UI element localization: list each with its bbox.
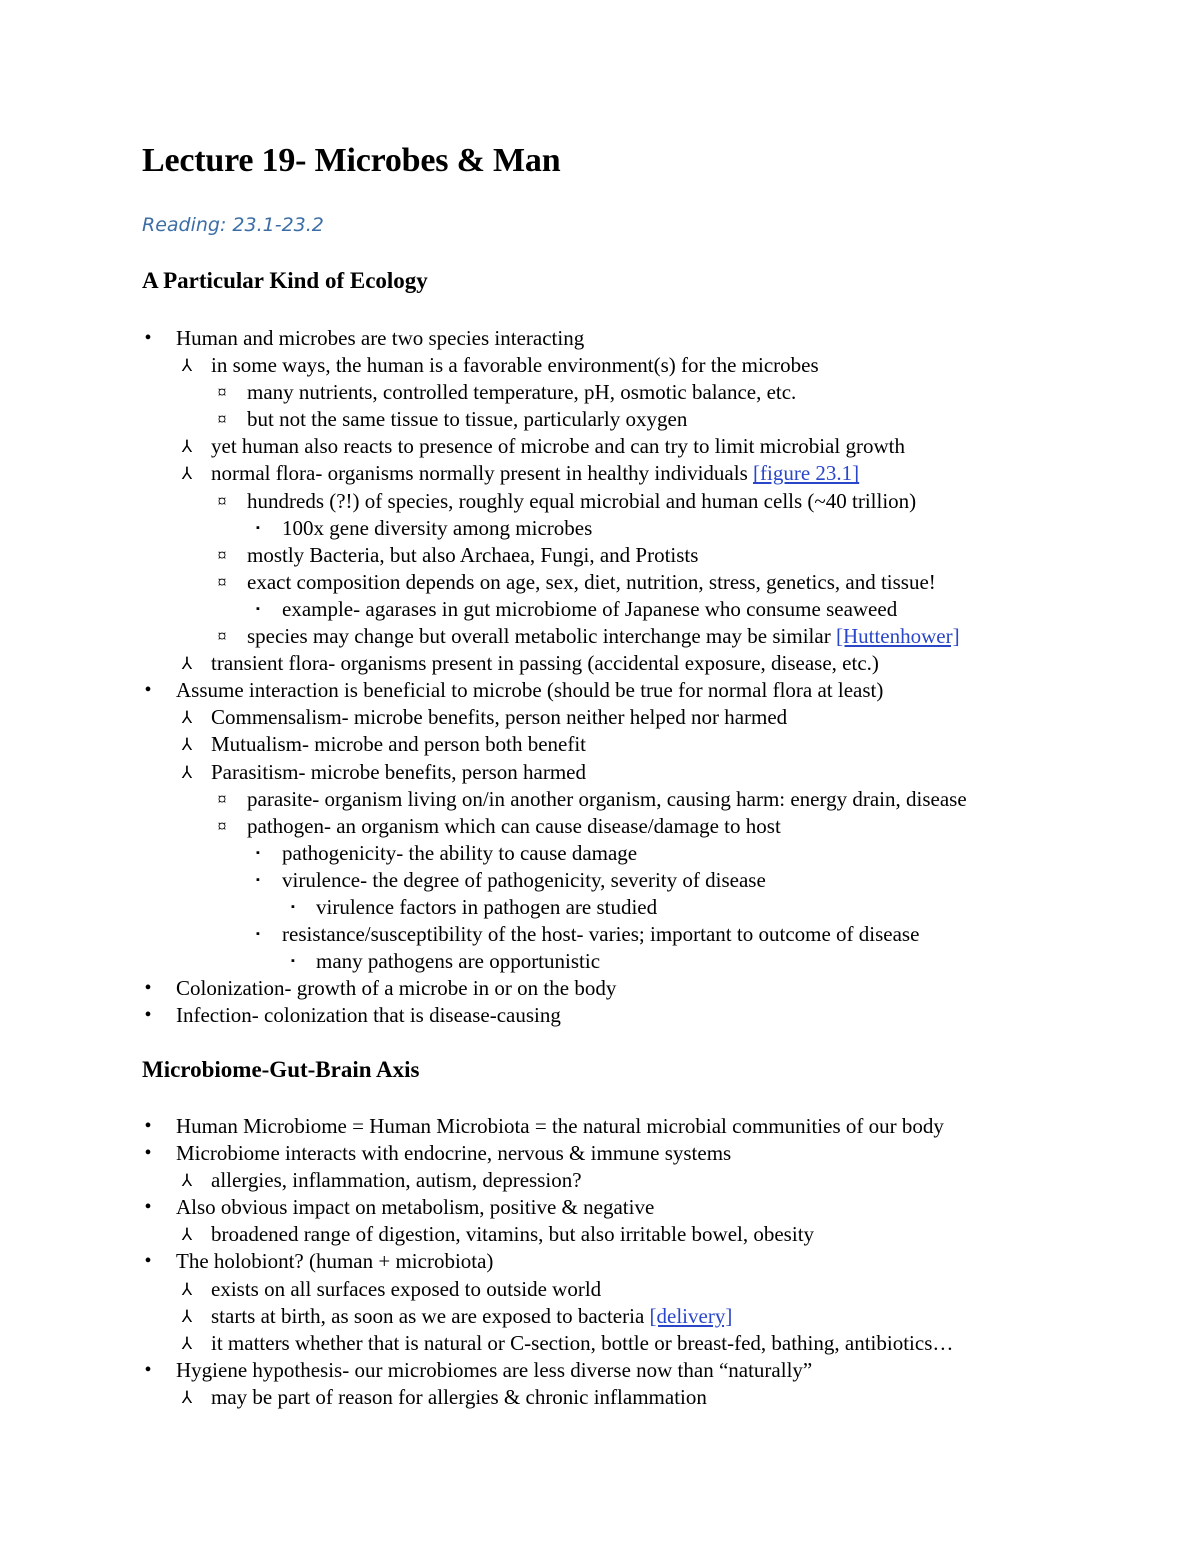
list-item (0, 1357, 1200, 1384)
list-item-label: exact composition depends on age, sex, diet, nutrition, stress, genetics, and tissue! (247, 569, 936, 594)
list-item-label: transient flora- organisms present in passing (accidental exposure, disease, etc.) (211, 651, 879, 676)
list-item-text (176, 975, 616, 1002)
list-item-label: starts at birth, as soon as we are exposed to bacteria (211, 1303, 650, 1328)
list-item (0, 1194, 1200, 1221)
section-heading-gut-brain-axis: Microbiome-Gut-Brain Axis (142, 1057, 420, 1082)
list-item (0, 433, 1200, 460)
list-marker-arrow: ⅄ (181, 654, 193, 674)
list-item-text (211, 1221, 814, 1248)
list-item-text (211, 1276, 601, 1303)
list-item (0, 948, 1200, 975)
list-item-label: Commensalism- microbe benefits, person neither helped nor harmed (211, 705, 788, 730)
list-item-text (282, 867, 766, 894)
list-item (0, 569, 1200, 596)
list-item-label: Human Microbiome = Human Microbiota = the natural microbial communities of our body (176, 1114, 944, 1138)
list-item-label: pathogen- an organism which can cause disease/damage to host (247, 813, 781, 838)
list-item-text (176, 1140, 731, 1167)
list-item (0, 1002, 1200, 1029)
list-item (0, 1384, 1200, 1411)
list-item-text (247, 488, 916, 515)
list-item-label: 100x gene diversity among microbes (282, 515, 593, 540)
list-item-label: The holobiont? (human + microbiota) (176, 1249, 494, 1274)
list-marker-currency: ¤ (217, 490, 227, 511)
list-marker-square: ▪ (291, 955, 295, 968)
list-item-label: Colonization- growth of a microbe in or on the body (176, 976, 617, 1001)
page-title: Lecture 19- Microbes & Man (142, 142, 561, 179)
list-item-label: Human and microbes are two species interacting (176, 326, 585, 350)
list-item-label: Parasitism- microbe benefits, person harmed (211, 759, 586, 784)
list-item (0, 731, 1200, 758)
list-item (0, 1167, 1200, 1194)
list-item (0, 867, 1200, 894)
list-item (0, 1113, 1200, 1140)
list-item-label: in some ways, the human is a favorable environment(s) for the microbes (211, 353, 819, 378)
list-item (0, 1140, 1200, 1167)
list-item-text (176, 1194, 654, 1221)
list-item-label: pathogenicity- the ability to cause damage (282, 840, 638, 865)
list-item (0, 1330, 1200, 1357)
list-item (0, 759, 1200, 786)
list-marker-square: ▪ (256, 521, 260, 534)
list-item-label: Assume interaction is beneficial to microbe (should be true for normal flora at least) (176, 678, 884, 703)
list-item-text (211, 352, 819, 379)
list-marker-arrow: ⅄ (181, 708, 193, 728)
list-marker-bullet: • (144, 1004, 152, 1027)
list-item (0, 786, 1200, 813)
list-item-text (211, 460, 859, 487)
section-heading-ecology: A Particular Kind of Ecology (142, 268, 428, 293)
list-item-label: exists on all surfaces exposed to outside world (211, 1276, 602, 1301)
list-item-text (211, 433, 905, 460)
reference-link[interactable]: [delivery] (649, 1303, 733, 1328)
list-item-text (176, 1002, 561, 1029)
reading-assignment: Reading: 23.1-23.2 (142, 214, 324, 236)
list-item-text (211, 1167, 582, 1194)
list-marker-bullet: • (144, 1250, 152, 1273)
list-item-label: allergies, inflammation, autism, depression? (211, 1168, 582, 1193)
list-item (0, 975, 1200, 1002)
list-item-label: species may change but overall metabolic interchange may be similar (247, 624, 836, 649)
list-item-label: but not the same tissue to tissue, particularly oxygen (247, 407, 688, 432)
list-item-text (176, 1248, 493, 1275)
list-item-label: many pathogens are opportunistic (316, 949, 601, 974)
list-item-label: hundreds (?!) of species, roughly equal microbial and human cells (~40 trillion) (247, 488, 917, 513)
list-marker-square: ▪ (256, 873, 260, 886)
list-item-text (211, 704, 787, 731)
list-item-label: Also obvious impact on metabolism, positive & negative (176, 1195, 655, 1220)
list-item-label: many nutrients, controlled temperature, pH, osmotic balance, etc. (247, 380, 797, 405)
list-marker-currency: ¤ (217, 571, 227, 592)
list-marker-bullet: • (144, 1358, 152, 1381)
list-item (0, 704, 1200, 731)
list-marker-arrow: ⅄ (181, 1225, 193, 1245)
list-item-text (211, 1330, 953, 1357)
list-item-text (282, 921, 919, 948)
ecology-bullet-list (0, 325, 1200, 1029)
list-marker-currency: ¤ (217, 815, 227, 836)
list-item-text (176, 1113, 944, 1140)
list-item-label: yet human also reacts to presence of microbe and can try to limit microbial growth (211, 434, 905, 459)
list-item (0, 894, 1200, 921)
list-item-label: mostly Bacteria, but also Archaea, Fungi, and Protists (247, 542, 699, 567)
list-marker-arrow: ⅄ (181, 1387, 193, 1407)
list-item-text (282, 596, 897, 623)
list-marker-arrow: ⅄ (181, 762, 193, 782)
list-marker-bullet: • (144, 327, 152, 349)
reference-link[interactable]: [figure 23.1] (753, 461, 860, 486)
list-item (0, 677, 1200, 704)
list-item-label: parasite- organism living on/in another organism, causing harm: energy drain, disease (247, 786, 967, 811)
list-marker-currency: ¤ (217, 409, 227, 430)
list-item-label: Infection- colonization that is disease-causing (176, 1003, 561, 1028)
list-item (0, 840, 1200, 867)
list-marker-square: ▪ (256, 928, 260, 941)
list-marker-bullet: • (144, 1115, 152, 1137)
list-item-text (176, 677, 883, 704)
gut-brain-bullet-list (0, 1113, 1200, 1411)
list-item (0, 623, 1200, 650)
list-item-label: example- agarases in gut microbiome of Japanese who consume seaweed (282, 596, 898, 621)
list-marker-currency: ¤ (217, 544, 227, 565)
list-marker-arrow: ⅄ (181, 1279, 193, 1299)
list-marker-arrow: ⅄ (181, 356, 193, 376)
list-item (0, 1303, 1200, 1330)
list-marker-bullet: • (144, 977, 152, 1000)
list-item-text (247, 542, 698, 569)
list-item-text (176, 325, 584, 352)
list-marker-bullet: • (144, 1196, 152, 1219)
list-item (0, 515, 1200, 542)
list-item-text (316, 894, 657, 921)
list-item-text (247, 813, 781, 840)
list-item (0, 460, 1200, 487)
list-item (0, 325, 1200, 352)
list-item-text (211, 731, 586, 758)
list-marker-currency: ¤ (217, 626, 227, 647)
list-marker-arrow: ⅄ (181, 437, 193, 457)
list-marker-currency: ¤ (217, 382, 227, 403)
list-item-text (247, 623, 960, 650)
list-item (0, 406, 1200, 433)
list-item (0, 1248, 1200, 1275)
list-item-text (211, 1303, 732, 1330)
list-item-text (211, 1384, 707, 1411)
list-item (0, 596, 1200, 623)
list-item-label: Microbiome interacts with endocrine, nervous & immune systems (176, 1141, 732, 1166)
list-item-text (282, 840, 637, 867)
list-marker-currency: ¤ (217, 788, 227, 809)
reference-link[interactable]: [Huttenhower] (835, 624, 960, 649)
list-item-text (282, 515, 592, 542)
list-item-text (176, 1357, 812, 1384)
list-marker-arrow: ⅄ (181, 1333, 193, 1353)
list-item (0, 379, 1200, 406)
list-item-text (247, 379, 796, 406)
list-item-text (316, 948, 600, 975)
list-item-text (247, 786, 967, 813)
list-item-label: resistance/susceptibility of the host- varies; important to outcome of disease (282, 922, 920, 947)
list-marker-arrow: ⅄ (181, 1171, 193, 1191)
list-marker-arrow: ⅄ (181, 464, 193, 484)
list-item-label: Mutualism- microbe and person both benefit (211, 732, 586, 757)
list-item-text (247, 569, 936, 596)
list-marker-square: ▪ (291, 900, 295, 913)
list-item-text (211, 759, 586, 786)
list-item (0, 921, 1200, 948)
list-item (0, 352, 1200, 379)
list-item (0, 488, 1200, 515)
list-item-label: Hygiene hypothesis- our microbiomes are less diverse now than “naturally” (176, 1357, 813, 1382)
list-item-label: may be part of reason for allergies & chronic inflammation (211, 1384, 707, 1409)
list-marker-square: ▪ (256, 846, 260, 859)
list-item (0, 542, 1200, 569)
list-item-label: normal flora- organisms normally present in healthy individuals (211, 461, 754, 486)
list-marker-arrow: ⅄ (181, 735, 193, 755)
list-marker-bullet: • (144, 1142, 152, 1165)
list-marker-bullet: • (144, 679, 152, 702)
list-item-text (211, 650, 879, 677)
list-item-label: virulence- the degree of pathogenicity, severity of disease (282, 867, 766, 892)
list-item (0, 650, 1200, 677)
list-item (0, 813, 1200, 840)
list-item (0, 1221, 1200, 1248)
list-item-label: it matters whether that is natural or C-section, bottle or breast-fed, bathing, antibiotics… (211, 1330, 954, 1355)
list-item (0, 1276, 1200, 1303)
list-item-label: broadened range of digestion, vitamins, but also irritable bowel, obesity (211, 1222, 815, 1247)
list-item-label: virulence factors in pathogen are studied (316, 894, 658, 919)
list-item-text (247, 406, 687, 433)
list-marker-arrow: ⅄ (181, 1306, 193, 1326)
list-marker-square: ▪ (256, 602, 260, 615)
